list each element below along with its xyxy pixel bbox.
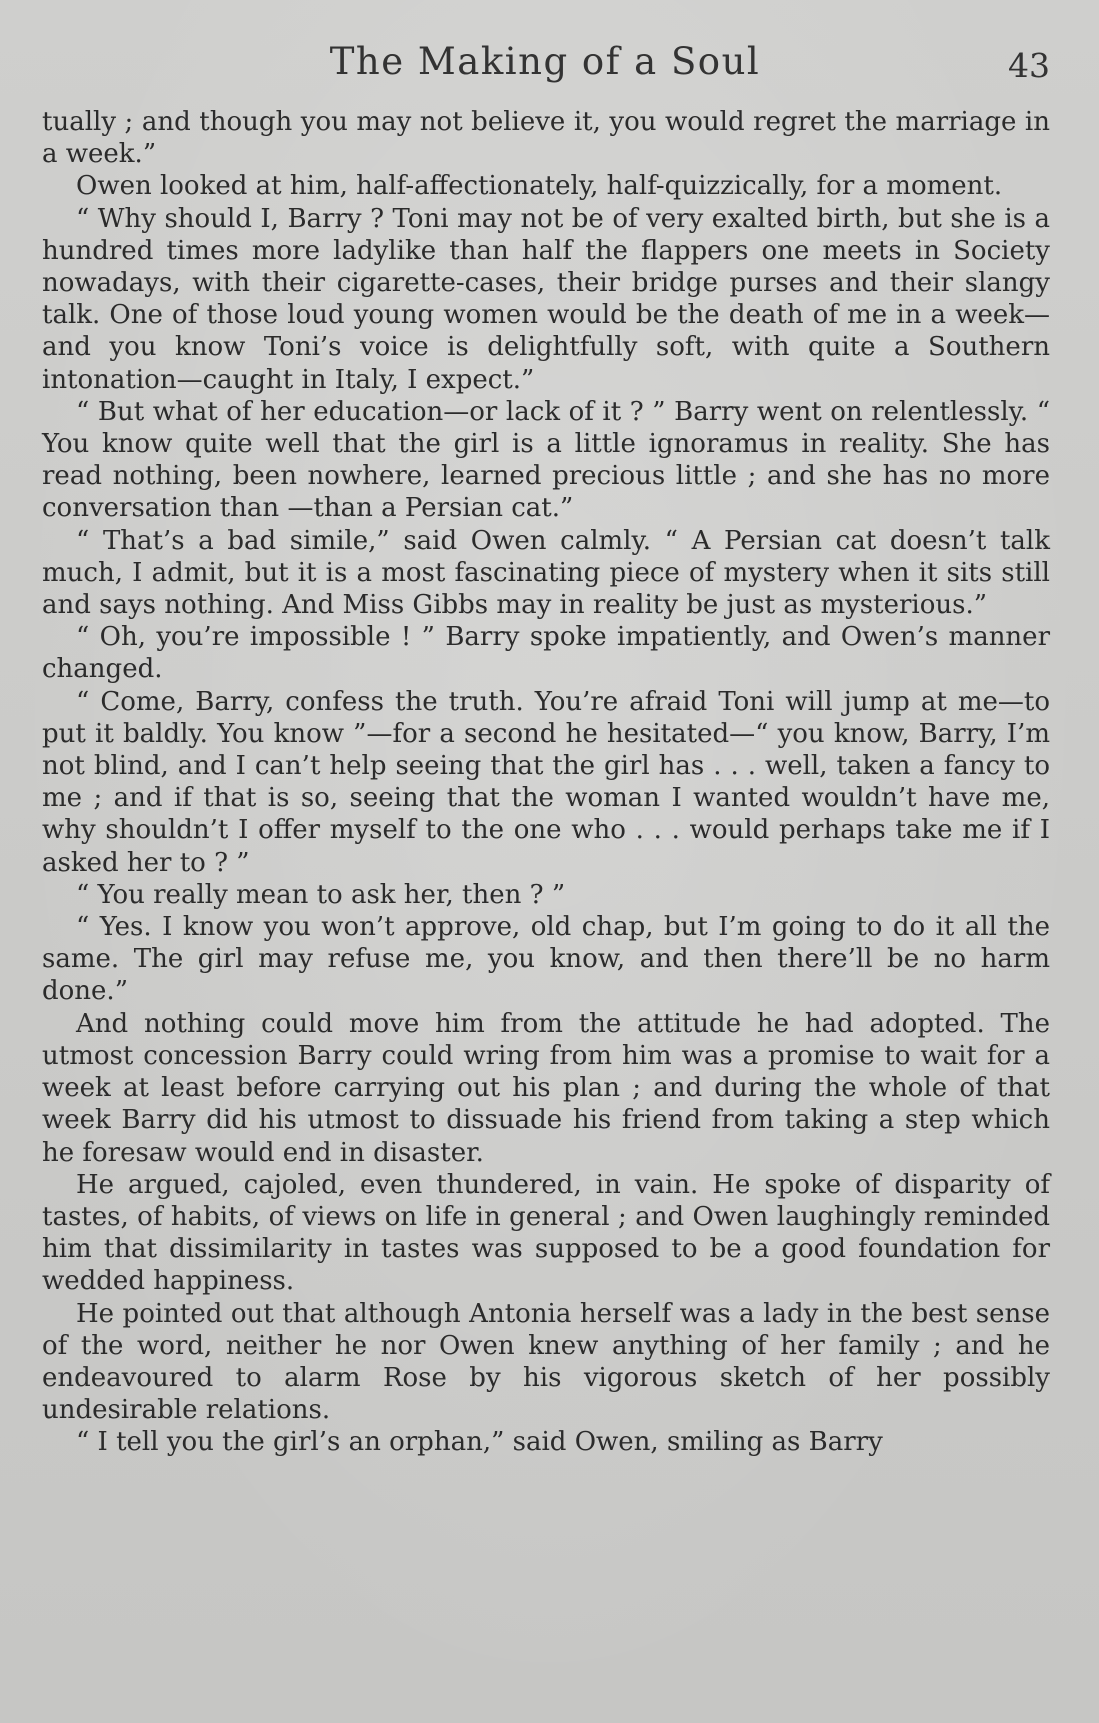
paragraph: He pointed out that although Antonia herself was a lady in the best sense of the word, neither he nor Owen knew anything of her family ; and he endeavoured to alarm Rose by his vigorous sketch of her possibly undesirable relations.	[42, 1298, 1050, 1426]
paragraph: “ Yes. I know you won’t approve, old chap, but I’m going to do it all the same. The girl may refuse me, you know, and then there’ll be no harm done.”	[42, 912, 1050, 1007]
paragraph: He argued, cajoled, even thundered, in vain. He spoke of disparity of tastes, of habits, of views on life in general ; and Owen laughingly reminded him that dissimilarity in tastes was supposed to be a good foundation for wedded happiness.	[42, 1169, 1050, 1297]
paragraph: “ Come, Barry, confess the truth. You’re afraid Toni will jump at me—to put it baldly. You know ”—for a second he hesitated—“ you know, Barry, I’m not blind, and I can’t help seeing that the girl has . . . well, taken a fancy to me ; and if that is so, seeing that the woman I wanted wouldn’t have me, why shouldn’t I offer myself to the one who . . . would perhaps take me if I asked her to ? ”	[42, 686, 1050, 878]
page-number: 43	[1008, 46, 1050, 85]
paragraph: tually ; and though you may not believe it, you would regret the marriage in a week.”	[42, 107, 1050, 170]
paragraph: Owen looked at him, half-affectionately, half-quizzically, for a moment.	[76, 171, 1003, 202]
paragraph: “ Oh, you’re impossible ! ” Barry spoke impatiently, and Owen’s manner changed.	[42, 622, 1050, 685]
paragraph: “ Why should I, Barry ? Toni may not be of very exalted birth, but she is a hundred times more ladylike than half the flappers one meets in Society nowadays, with their cigarette-cases, their bridge purses and their slangy talk. One of those loud young women would be the death of me in a week—and you know Toni’s voice is delightfully soft, with quite a Southern intonation—caught in Italy, I expect.”	[42, 203, 1050, 395]
paragraph: “ You really mean to ask her, then ? ”	[76, 879, 566, 910]
body-text	[42, 106, 1050, 1459]
paragraph: “ But what of her education—or lack of it ? ” Barry went on relentlessly. “ You know quite well that the girl is a little ignoramus in reality. She has read nothing, been nowhere, learned precious little ; and she has no more conversation than —than a Persian cat.”	[42, 396, 1050, 524]
paragraph: “ I tell you the girl’s an orphan,” said Owen, smiling as Barry	[76, 1427, 883, 1458]
paragraph: “ That’s a bad simile,” said Owen calmly. “ A Persian cat doesn’t talk much, I admit, but it is a most fascinating piece of mystery when it sits still and says nothing. And Miss Gibbs may in reality be just as mysterious.”	[42, 525, 1050, 621]
paragraph: And nothing could move him from the attitude he had adopted. The utmost concession Barry could wring from him was a promise to wait for a week at least before carrying out his plan ; and during the whole of that week Barry did his utmost to dissuade his friend from taking a step which he foresaw would end in disaster.	[42, 1008, 1050, 1168]
page-header	[40, 40, 1050, 90]
running-title: The Making of a Soul	[329, 40, 761, 83]
